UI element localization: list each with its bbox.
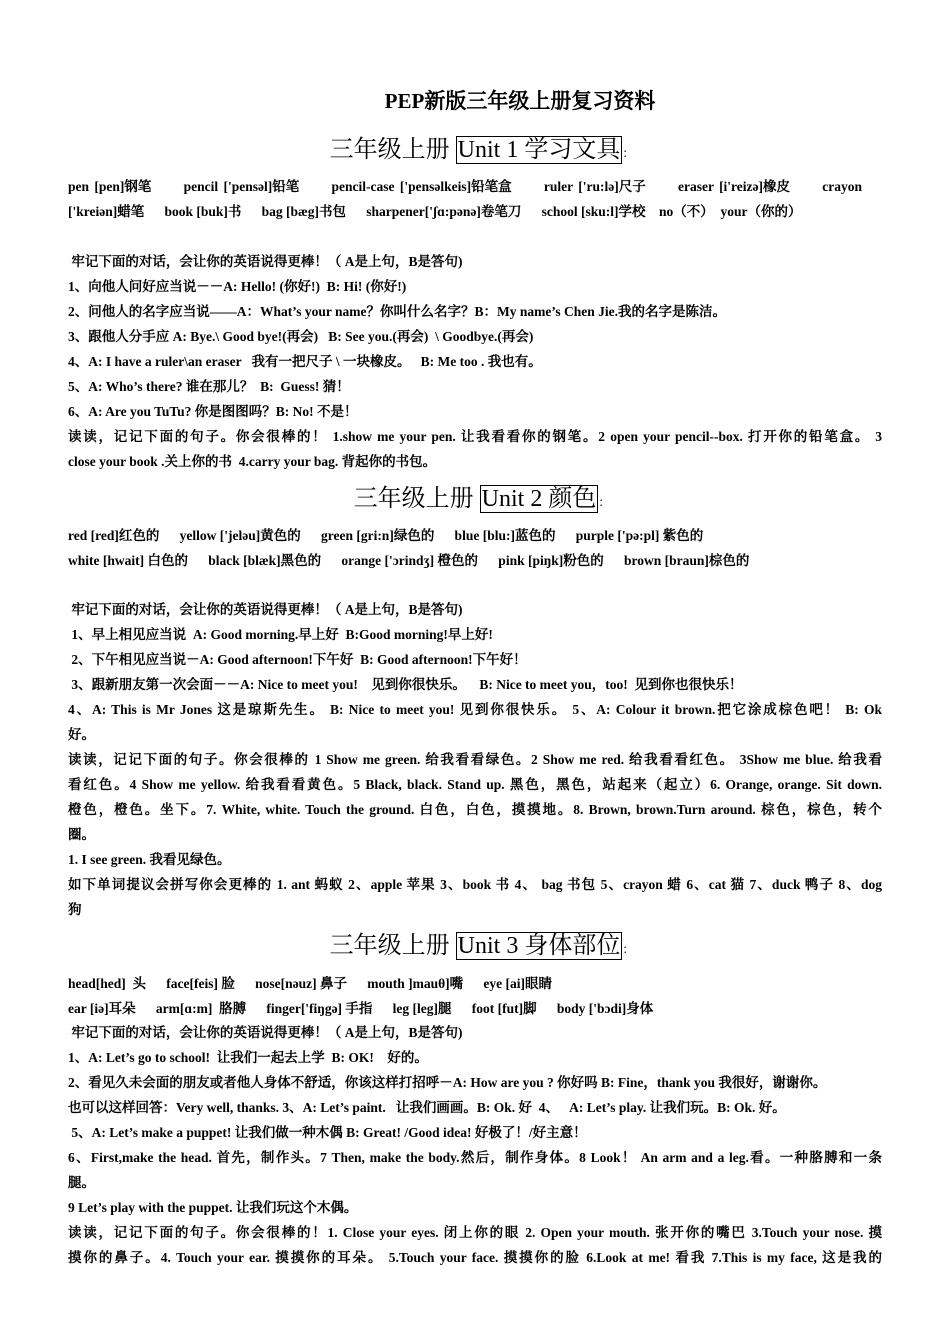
spelling-line: 如下单词提议会拼写你会更棒的 1. ant 蚂蚁 2、apple 苹果 3、book 书 4、 bag 书包 5、crayon 蜡 6、cat 猫 7、duck 鸭子 8、dog <box>68 877 882 892</box>
vocab-line: pen [pen]钢笔 pencil ['pensəl]铅笔 pencil-case ['pensəlkeis]铅笔盒 ruler ['ru:lə]尺子 eraser [i'reizə]橡皮 crayon <box>68 179 863 194</box>
unit-heading-prefix: 三年级上册 <box>329 933 456 959</box>
dialog-line: 腿。 <box>68 1175 95 1190</box>
dialog-line: 1、早上相见应当说 A: Good morning.早上好 B:Good morning!早上好! <box>68 627 493 642</box>
unit-heading-prefix: 三年级上册 <box>329 137 456 163</box>
dialog-line: 3、跟他人分手应 A: Bye.\ Good bye!(再会) B: See you.(再会) \ Goodbye.(再会) <box>68 329 534 344</box>
unit-3-heading <box>0 930 950 965</box>
dialog-intro: 牢记下面的对话，会让你的英语说得更棒！（ A是上句，B是答句) <box>68 1025 463 1040</box>
dialog-line: 2、下午相见应当说－A: Good afternoon!下午好 B: Good afternoon!下午好！ <box>68 652 527 667</box>
unit-2-heading <box>0 483 950 518</box>
vocab-line: ['kreiən]蜡笔 book [buk]书 bag [bæg]书包 sharpener['ʃɑ:pənə]卷笔刀 school [sku:l]学校 no（不） your（你的） <box>68 204 802 219</box>
unit-heading-boxed: Unit 1 学习文具 <box>457 137 621 163</box>
reading-line: 读读，记记下面的句子。你会很棒的！ 1.show me your pen. 让我看看你的钢笔。2 open your pencil--box. 打开你的铅笔盒。 3 <box>68 429 882 444</box>
vocab-line: head[hed] 头 face[feis] 脸 nose[nəuz] 鼻子 mouth ]mauθ]嘴 eye [ai]眼睛 <box>68 976 552 991</box>
reading-line: 1. I see green. 我看见绿色。 <box>68 852 231 867</box>
unit-heading-prefix: 三年级上册 <box>353 486 480 512</box>
unit-heading-suffix: ： <box>598 495 611 509</box>
reading-line: 橙色，橙色。坐下。7. White, white. Touch the ground. 白色，白色，摸摸地。8. Brown, brown.Turn around. 棕色，棕色，转个 <box>68 802 882 817</box>
reading-line: close your book .关上你的书 4.carry your bag. 背起你的书包。 <box>68 454 437 469</box>
dialog-line: 也可以这样回答：Very well, thanks. 3、A: Let’s paint. 让我们画画。B: Ok. 好 4、 A: Let’s play. 让我们玩。B: Ok. 好。 <box>68 1100 786 1115</box>
dialog-line: 9 Let’s play with the puppet. 让我们玩这个木偶。 <box>68 1200 358 1215</box>
reading-line: 读读，记记下面的句子。你会很棒的！1. Close your eyes. 闭上你的眼 2. Open your mouth. 张开你的嘴巴 3.Touch your nose. 摸 <box>68 1225 882 1240</box>
unit-1-heading <box>0 134 950 169</box>
dialog-line: 3、跟新朋友第一次会面－－A: Nice to meet you! 见到你很快乐。 B: Nice to meet you，too! 见到你也很快乐！ <box>68 677 743 692</box>
reading-line: 看红色。4 Show me yellow. 给我看看黄色。5 Black, black. Stand up. 黑色，黑色，站起来（起立）6. Orange, orange. Sit down. <box>68 777 882 792</box>
reading-line: 摸你的鼻子。4. Touch your ear. 摸摸你的耳朵。 5.Touch your face. 摸摸你的脸 6.Look at me! 看我 7.This is my face, 这是我的 <box>68 1250 882 1265</box>
document-title: PEP新版三年级上册复习资料 <box>384 89 656 113</box>
dialog-line: 4、A: I have a ruler\an eraser 我有一把尺子 \ 一块橡皮。 B: Me too . 我也有。 <box>68 354 542 369</box>
unit-heading-suffix: ： <box>622 146 635 160</box>
unit-heading-boxed: Unit 3 身体部位 <box>457 933 621 959</box>
dialog-line: 5、A: Who’s there? 谁在那儿？ B: Guess! 猜！ <box>68 379 350 394</box>
dialog-line: 4、A: This is Mr Jones 这是琼斯先生。 B: Nice to meet you! 见到你很快乐。 5、A: Colour it brown.把它涂成棕色吧！ B: Ok <box>68 702 882 717</box>
unit-heading-suffix: ： <box>622 942 635 956</box>
dialog-line: 2、问他人的名字应当说——A：What’s your name？你叫什么名字？B：My name’s Chen Jie.我的名字是陈洁。 <box>68 304 726 319</box>
reading-line: 圈。 <box>68 827 95 842</box>
vocab-line: ear [iə]耳朵 arm[ɑ:m] 胳膊 finger['fiŋgə] 手指 leg [leg]腿 foot [fut]脚 body ['bɔdi]身体 <box>68 1001 654 1016</box>
dialog-line: 好。 <box>68 727 95 742</box>
dialog-line: 5、A: Let’s make a puppet! 让我们做一种木偶 B: Great! /Good idea! 好极了！/好主意！ <box>68 1125 587 1140</box>
dialog-line: 6、A: Are you TuTu? 你是图图吗？B: No! 不是！ <box>68 404 358 419</box>
dialog-intro: 牢记下面的对话，会让你的英语说得更棒！（ A是上句，B是答句) <box>68 254 463 269</box>
vocab-line: red [red]红色的 yellow ['jeləu]黄色的 green [gri:n]绿色的 blue [blu:]蓝色的 purple ['pə:pl] 紫色的 <box>68 528 704 543</box>
reading-line: 读读，记记下面的句子。你会很棒的 1 Show me green. 给我看看绿色。2 Show me red. 给我看看红色。 3Show me blue. 给我看 <box>68 752 882 767</box>
dialog-line: 1、向他人问好应当说－－A: Hello! (你好!) B: Hi! (你好!) <box>68 279 407 294</box>
dialog-line: 1、A: Let’s go to school! 让我们一起去上学 B: OK! 好的。 <box>68 1050 428 1065</box>
vocab-line: white [hwait] 白色的 black [blæk]黑色的 orange ['ɔrindʒ] 橙色的 pink [piŋk]粉色的 brown [braun]棕色的 <box>68 553 750 568</box>
unit-heading-boxed: Unit 2 颜色 <box>481 486 597 512</box>
spelling-line: 狗 <box>68 902 82 917</box>
dialog-intro: 牢记下面的对话，会让你的英语说得更棒！（ A是上句，B是答句) <box>68 602 463 617</box>
dialog-line: 2、看见久未会面的朋友或者他人身体不舒适，你该这样打招呼－A: How are you ? 你好吗 B: Fine，thank you 我很好，谢谢你。 <box>68 1075 827 1090</box>
dialog-line: 6、First,make the head. 首先，制作头。7 Then, make the body.然后，制作身体。8 Look！ An arm and a leg.看。一种胳膊和一条 <box>68 1150 882 1165</box>
